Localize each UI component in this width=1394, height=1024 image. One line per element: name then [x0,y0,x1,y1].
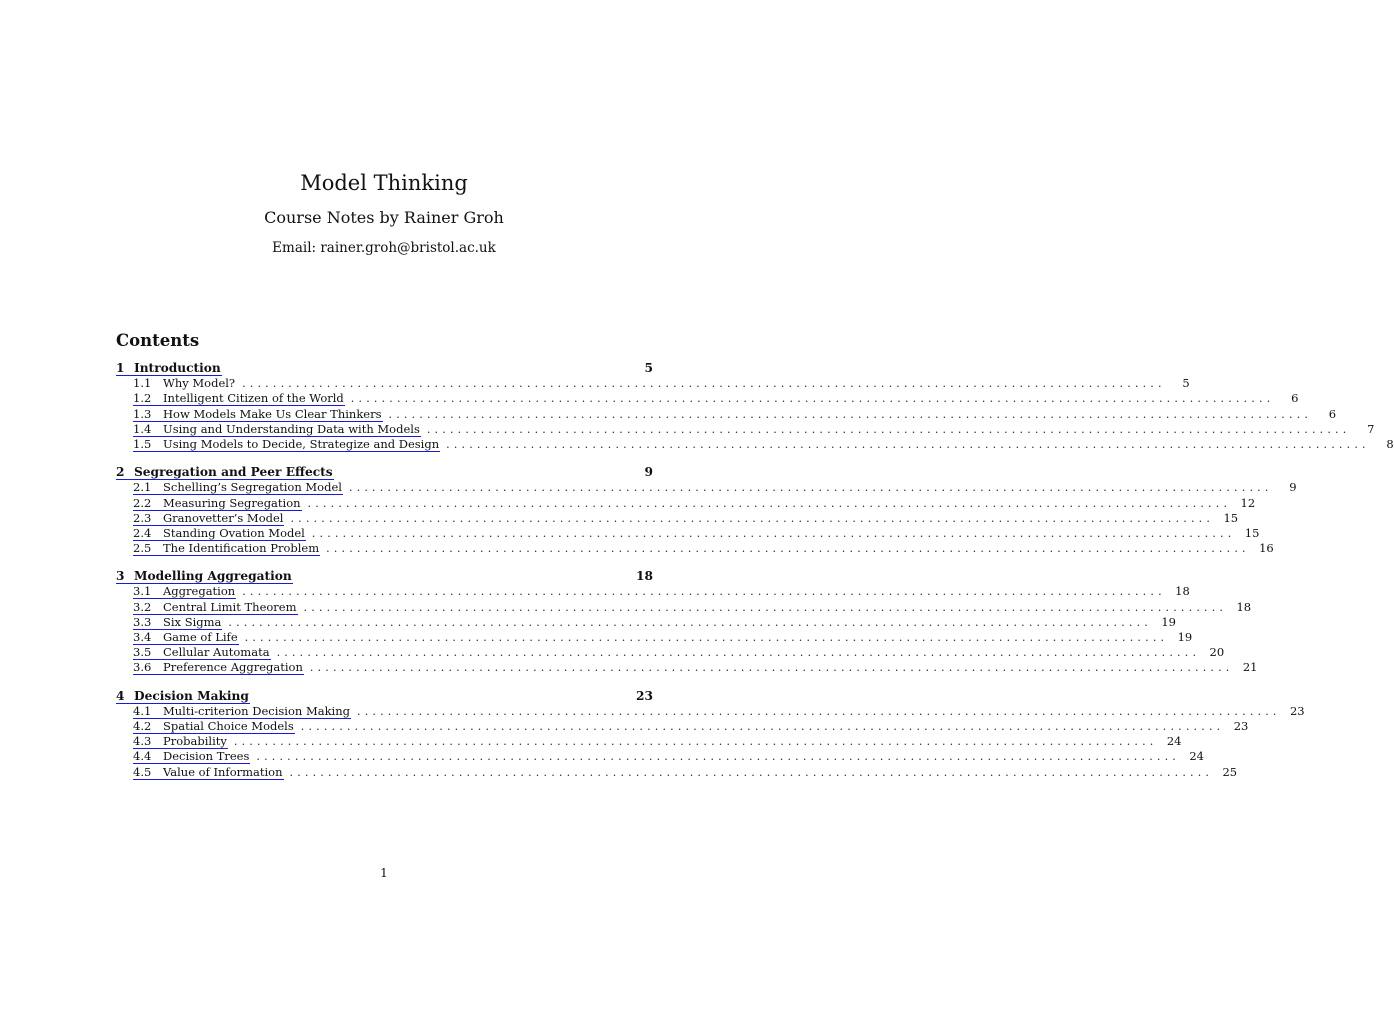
toc-section-number: 3.5 [133,645,152,660]
document-title: Model Thinking [300,171,468,195]
toc-section-link[interactable] [133,512,284,526]
toc-section-page: 6 [1328,406,1337,421]
toc-section-entry[interactable] [116,436,1394,452]
toc-dot-leader: ........................................................................................................................ [357,704,1281,718]
toc-chapter-page: 9 [644,465,653,480]
toc-dot-leader: ........................................................................................................................ [300,719,1225,733]
toc-dot-leader: ........................................................................................................................ [307,496,1232,510]
toc-section-number: 1.1 [133,376,152,391]
toc-section-link[interactable] [133,616,222,630]
toc-chapter-number: 3 [116,569,125,584]
toc-section-link[interactable] [133,527,306,541]
toc-section-title: Value of Information [163,764,283,779]
toc-chapter [116,688,1305,780]
toc-section-title: Intelligent Citizen of the World [163,391,344,406]
toc-section-title: Why Model? [163,376,236,391]
toc-section-number: 2.5 [133,541,152,556]
toc-chapter-title: Decision Making [134,688,249,703]
toc-dot-leader: ........................................................................................................................ [350,392,1275,406]
toc-section-number: 2.1 [133,480,152,495]
toc-section-title: Schelling’s Segregation Model [163,480,342,495]
toc-section-entry[interactable] [116,421,1375,437]
toc-section-entry[interactable] [116,660,1258,675]
toc-section-link[interactable] [133,750,250,764]
toc-section-link[interactable] [133,646,271,660]
toc-dot-leader: ........................................................................................................................ [289,765,1214,779]
toc-chapter [116,361,1394,452]
toc-section-number: 1.4 [133,421,152,436]
toc-section-title: The Identification Problem [163,541,320,556]
toc-section-title: Spatial Choice Models [163,718,294,733]
toc-section-link[interactable] [133,735,228,749]
toc-section-entry[interactable] [116,645,1225,660]
toc-section-link[interactable] [133,423,421,437]
toc-section-entry[interactable] [116,764,1238,780]
toc-chapter-number: 2 [116,465,125,480]
toc-chapter-entry[interactable] [116,569,653,584]
toc-section-title: Cellular Automata [163,645,270,660]
toc-chapter-page: 5 [644,361,653,375]
toc-chapter-page: 23 [636,688,653,703]
toc-section-page: 21 [1242,660,1258,675]
page-number: 1 [380,866,388,880]
toc-section-page: 23 [1233,718,1249,733]
toc-dot-leader: ........................................................................................................................ [311,526,1236,540]
toc-section-link[interactable] [133,661,304,675]
toc-section-page: 25 [1222,764,1238,779]
toc-dot-leader: ........................................................................................................................ [426,422,1351,436]
toc-section-page: 15 [1223,510,1239,525]
toc-section-entry[interactable] [116,480,1297,495]
toc-section-page: 5 [1182,376,1190,391]
toc-section-title: Central Limit Theorem [163,599,297,614]
toc-section-entry[interactable] [116,406,1337,422]
toc-chapter-title: Introduction [134,361,221,375]
toc-section-title: Game of Life [163,630,238,644]
toc-chapter-entry[interactable] [116,689,653,704]
toc-dot-leader: ........................................................................................................................ [256,750,1180,764]
toc-section-number: 3.1 [133,584,152,599]
toc-dot-leader: ........................................................................................................................ [446,437,1370,451]
toc-section-link[interactable] [133,497,302,511]
toc-section-page: 12 [1240,495,1256,510]
toc-chapter-entry[interactable] [116,361,653,376]
toc-chapter-number: 1 [116,361,125,375]
toc-section-entry[interactable] [116,599,1252,615]
toc-section-number: 1.2 [133,391,152,406]
toc-section-title: Standing Ovation Model [163,525,305,540]
toc-chapter [116,465,1297,556]
toc-dot-leader: ........................................................................................................................ [290,511,1215,525]
toc-section-number: 4.2 [133,718,152,733]
toc-section-entry[interactable] [116,584,1190,599]
toc-section-page: 24 [1166,734,1182,749]
toc-section-number: 2.3 [133,510,152,525]
toc-section-number: 3.6 [133,660,152,675]
toc-section-number: 3.3 [133,614,152,629]
toc-dot-leader: ........................................................................................................................ [228,615,1152,629]
toc-section-page: 6 [1291,391,1299,406]
toc-section-page: 7 [1367,421,1375,436]
toc-section-page: 19 [1161,614,1176,629]
toc-dot-leader: ........................................................................................................................ [276,646,1201,660]
toc-dot-leader: ........................................................................................................................ [244,631,1169,644]
toc-section-entry[interactable] [116,703,1305,719]
toc-chapter-link[interactable] [116,362,222,376]
toc-section-number: 4.4 [133,749,152,764]
toc-section-link[interactable] [133,601,298,615]
toc-section-entry[interactable] [116,541,1274,556]
author-email: Email: rainer.groh@bristol.ac.uk [272,240,496,256]
toc-section-page: 8 [1386,436,1394,451]
toc-section-title: Measuring Segregation [163,495,301,510]
toc-section-title: Multi-criterion Decision Making [163,703,351,718]
toc-section-title: Using and Understanding Data with Models [163,421,420,436]
toc-chapter-number: 4 [116,688,125,703]
toc-section-link[interactable] [133,766,284,780]
toc-chapter-link[interactable] [116,570,293,584]
toc-section-title: Granovetter’s Model [163,510,284,525]
toc-chapter [116,569,1258,675]
toc-section-link[interactable] [133,585,236,599]
toc-dot-leader: ........................................................................................................................ [388,407,1313,421]
toc-section-page: 18 [1236,599,1252,614]
toc-section-number: 4.5 [133,764,152,779]
toc-section-link[interactable] [133,720,295,734]
toc-section-page: 9 [1289,480,1297,495]
toc-section-page: 16 [1259,541,1274,556]
toc-section-number: 1.5 [133,436,152,451]
toc-section-number: 2.2 [133,495,152,510]
toc-section-link[interactable] [133,631,239,645]
toc-section-number: 4.1 [133,703,152,718]
toc-chapter-link[interactable] [116,690,250,704]
toc-section-entry[interactable] [116,734,1182,749]
table-of-contents [116,361,1394,793]
toc-section-page: 18 [1175,584,1190,599]
toc-section-title: How Models Make Us Clear Thinkers [163,406,382,421]
toc-section-link[interactable] [133,438,440,452]
toc-section-number: 2.4 [133,525,152,540]
toc-dot-leader: ........................................................................................................................ [242,585,1166,599]
toc-section-title: Probability [163,734,227,749]
toc-section-link[interactable] [133,705,351,719]
toc-section-link[interactable] [133,481,343,495]
toc-chapter-entry[interactable] [116,465,653,480]
toc-dot-leader: ........................................................................................................................ [309,661,1234,675]
toc-dot-leader: ........................................................................................................................ [326,542,1250,556]
toc-section-number: 3.4 [133,630,152,644]
toc-section-link[interactable] [133,377,236,391]
toc-section-entry[interactable] [116,614,1176,630]
toc-chapter-title: Segregation and Peer Effects [134,465,333,480]
toc-section-entry[interactable] [116,391,1299,406]
toc-section-entry[interactable] [116,718,1249,734]
toc-section-entry[interactable] [116,525,1260,541]
toc-section-title: Six Sigma [163,614,222,629]
toc-dot-leader: ........................................................................................................................ [303,600,1228,614]
toc-section-link[interactable] [133,408,383,422]
toc-section-link[interactable] [133,392,345,406]
toc-section-page: 20 [1209,645,1225,660]
toc-section-page: 23 [1289,703,1305,718]
toc-section-title: Aggregation [163,584,236,599]
toc-chapter-link[interactable] [116,466,334,480]
toc-dot-leader: ........................................................................................................................ [233,735,1158,749]
toc-section-link[interactable] [133,542,320,556]
toc-section-title: Using Models to Decide, Strategize and Design [163,436,440,451]
contents-heading: Contents [116,331,200,350]
toc-section-number: 3.2 [133,599,152,614]
toc-section-entry[interactable] [116,749,1204,764]
toc-section-page: 19 [1177,630,1193,644]
toc-section-entry[interactable] [116,376,1190,391]
toc-section-page: 15 [1244,525,1260,540]
toc-section-entry[interactable] [116,495,1256,511]
toc-chapter-title: Modelling Aggregation [134,569,292,584]
document-subtitle: Course Notes by Rainer Groh [264,208,504,227]
toc-dot-leader: ........................................................................................................................ [242,377,1166,391]
toc-section-entry[interactable] [116,630,1193,645]
toc-section-entry[interactable] [116,510,1239,526]
toc-section-number: 1.3 [133,406,152,421]
toc-section-number: 4.3 [133,734,152,749]
toc-chapter-page: 18 [636,569,653,584]
toc-section-page: 24 [1189,749,1204,764]
toc-section-title: Preference Aggregation [163,660,303,675]
toc-section-title: Decision Trees [163,749,250,764]
toc-dot-leader: ........................................................................................................................ [348,481,1273,495]
